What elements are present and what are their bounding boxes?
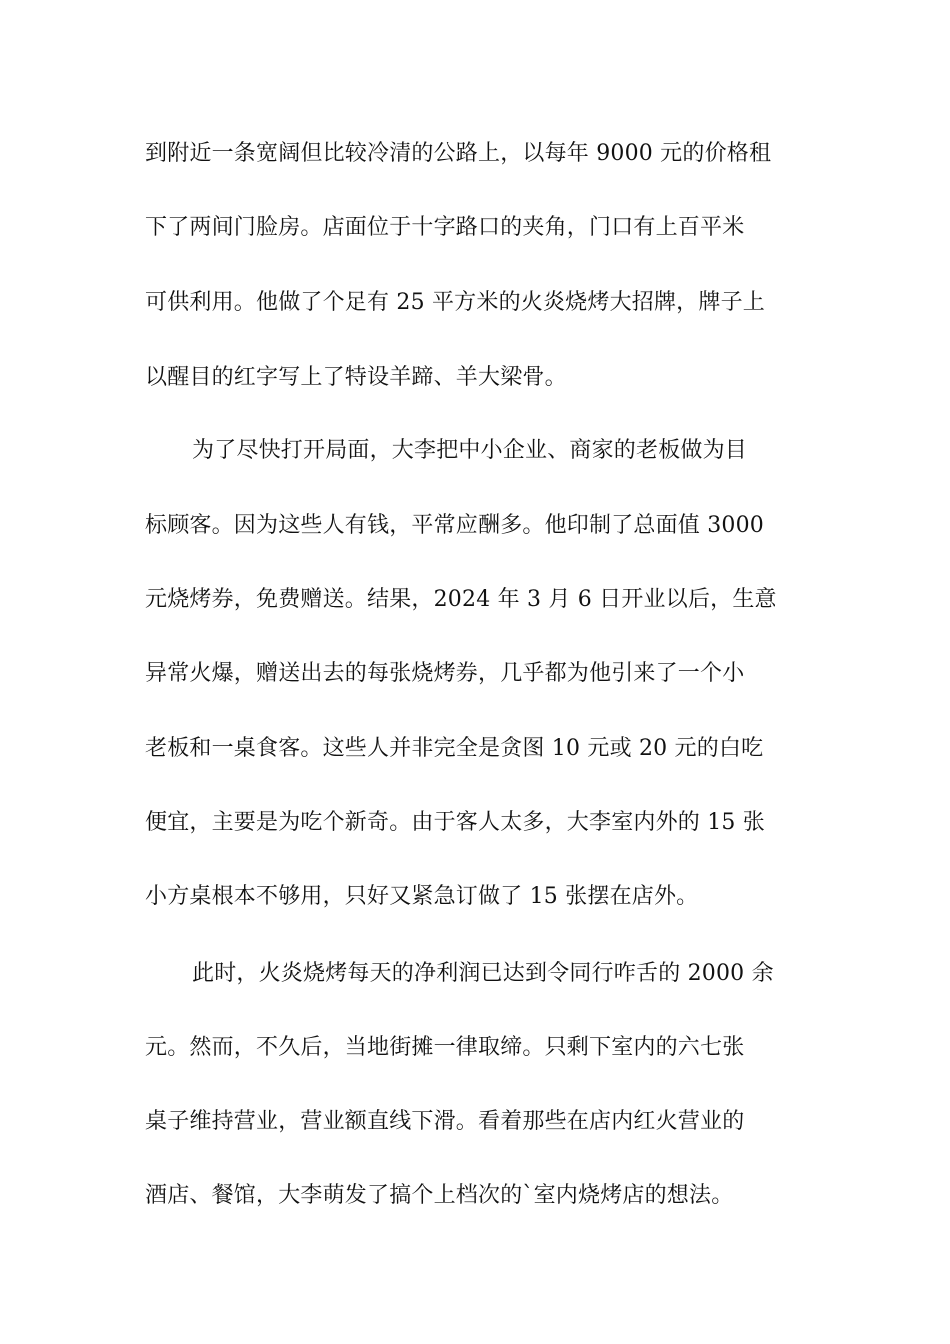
text-line: 酒店、餐馆，大李萌发了搞个上档次的`室内烧烤店的想法。 [145, 1183, 734, 1208]
text-line: 到附近一条宽阔但比较冷清的公路上，以每年 9000 元的价格租 [145, 141, 772, 166]
text-line: 异常火爆，赠送出去的每张烧烤券，几乎都为他引来了一个小 [145, 661, 745, 686]
text-line: 老板和一桌食客。这些人并非完全是贪图 10 元或 20 元的白吃 [145, 736, 764, 761]
text-line: 元。然而，不久后，当地街摊一律取缔。只剩下室内的六七张 [145, 1035, 745, 1060]
text-line: 便宜，主要是为吃个新奇。由于客人太多，大李室内外的 15 张 [145, 810, 765, 835]
text-line: 下了两间门脸房。店面位于十字路口的夹角，门口有上百平米 [145, 215, 745, 240]
text-line: 元烧烤券，免费赠送。结果，2024 年 3 月 6 日开业以后，生意 [145, 587, 777, 612]
text-line: 可供利用。他做了个足有 25 平方米的火炎烧烤大招牌，牌子上 [145, 290, 765, 315]
text-line: 小方桌根本不够用，只好又紧急订做了 15 张摆在店外。 [145, 884, 699, 909]
paragraph-start-line: 为了尽快打开局面，大李把中小企业、商家的老板做为目 [192, 438, 748, 463]
paragraph-start-line: 此时，火炎烧烤每天的净利润已达到令同行咋舌的 2000 余 [192, 961, 774, 986]
text-line: 桌子维持营业，营业额直线下滑。看着那些在店内红火营业的 [145, 1109, 745, 1134]
text-line: 标顾客。因为这些人有钱，平常应酬多。他印制了总面值 3000 [145, 513, 764, 538]
text-line: 以醒目的红字写上了特设羊蹄、羊大梁骨。 [145, 365, 567, 390]
